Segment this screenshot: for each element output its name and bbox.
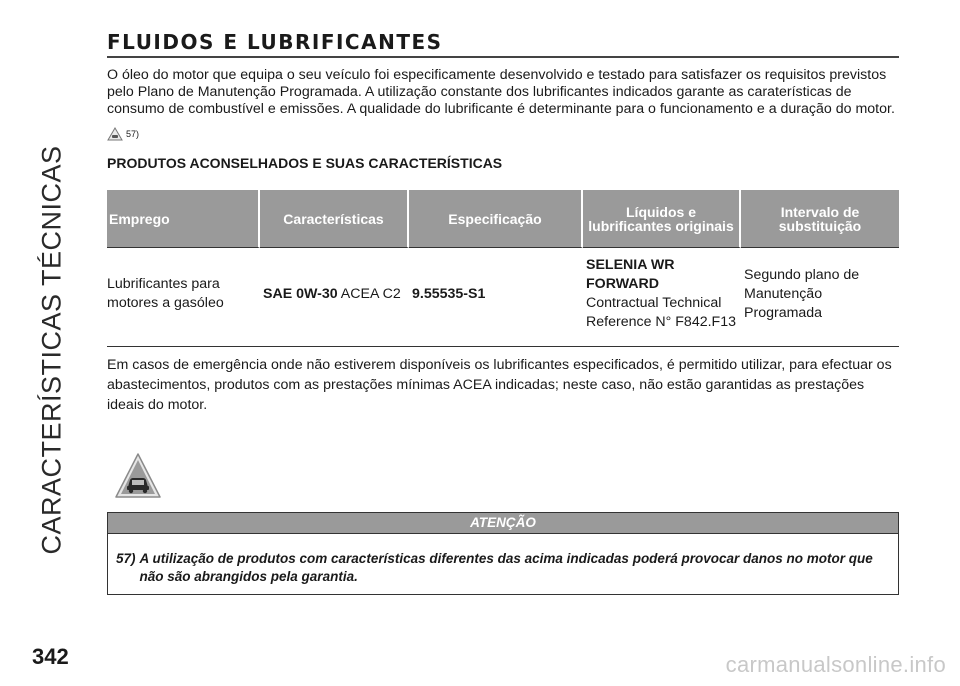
warning-text: A utilização de produtos com características diferentes das acima indicadas poderá provocar danos no motor que não são abrangidos pela garantia. — [139, 551, 873, 584]
products-subheading: PRODUTOS ACONSELHADOS E SUAS CARACTERÍSTICAS — [107, 155, 503, 171]
emergency-note: Em casos de emergência onde não estiverem disponíveis os lubrificantes especificados, é permitido utilizar, para efectuar os abastecimentos, produtos com as prestações mínimas ACEA indicadas; neste caso, não estão garantidas as prestações ideais do motor. — [107, 357, 892, 413]
warning-box — [107, 512, 899, 595]
warning-number: 57) — [116, 551, 136, 566]
table-header-row — [107, 190, 899, 248]
product-reference: Contractual Technical Reference N° F842.F13 — [586, 295, 736, 330]
cell-liquidos-originais — [583, 248, 741, 347]
footnote-reference — [107, 123, 899, 145]
cell-especificacao: 9.55535-S1 — [409, 248, 583, 347]
header-caracteristicas: Características — [260, 190, 409, 248]
lubricants-table — [107, 190, 899, 347]
warning-body — [108, 534, 898, 594]
car-warning-triangle-icon — [113, 451, 163, 501]
table-row — [107, 248, 899, 347]
page-number: 342 — [32, 644, 69, 669]
watermark: carmanualsonline.info — [725, 652, 946, 677]
header-especificacao: Especificação — [409, 190, 583, 248]
header-liquidos-originais: Líquidos e lubrificantes originais — [583, 190, 741, 248]
header-emprego: Emprego — [107, 190, 260, 248]
product-name: SELENIA WR FORWARD — [586, 257, 675, 292]
warning-text-row — [108, 534, 898, 594]
chapter-side-title-text: CARACTERÍSTICAS TÉCNICAS — [36, 145, 67, 555]
section-title: FLUIDOS E LUBRIFICANTES — [107, 30, 899, 58]
header-intervalo: Intervalo de substituição — [741, 190, 899, 248]
acea-class: ACEA C2 — [337, 285, 401, 302]
footnote-reference-number: 57) — [126, 129, 140, 139]
cell-intervalo: Segundo plano de Manutenção Programada — [741, 248, 899, 347]
page-content — [107, 30, 899, 595]
intro-paragraph: O óleo do motor que equipa o seu veículo foi especificamente desenvolvido e testado para satisfazer os requisitos previstos pelo Plano de Manutenção Programada. A utilização constante dos lubrificantes indicados garante as caraterísticas de consumo de combustível e emissões. A qualidade do lubrificante é determinante para o funcionamento e a duração do motor. — [107, 67, 895, 117]
warning-triangle-icon — [107, 127, 123, 141]
cell-emprego: Lubrificantes para motores a gasóleo — [107, 248, 260, 347]
cell-caracteristicas — [260, 248, 409, 347]
sae-grade: SAE 0W-30 — [263, 285, 338, 302]
warning-heading: ATENÇÃO — [108, 513, 898, 534]
